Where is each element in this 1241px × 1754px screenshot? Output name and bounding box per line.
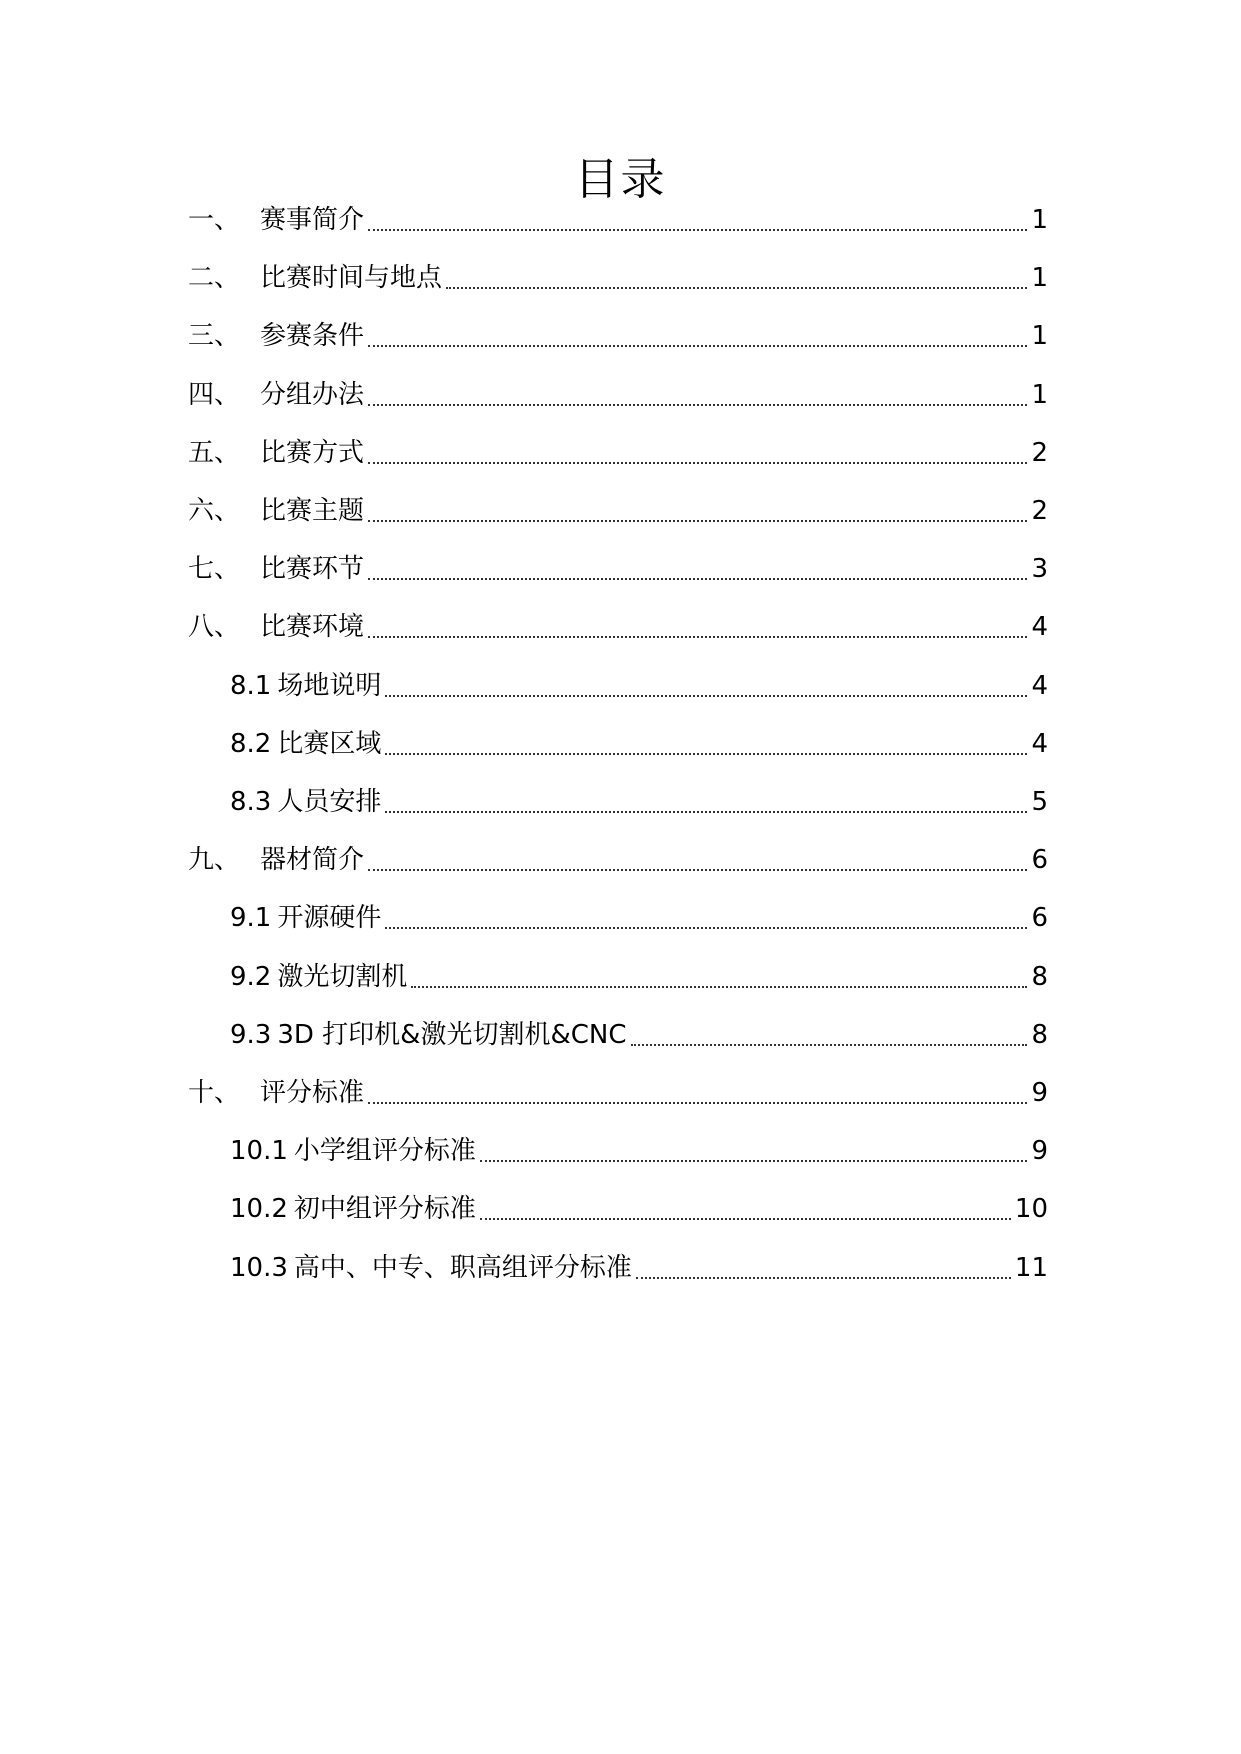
toc-entry-title: 赛事简介 <box>260 205 365 235</box>
toc-entry[interactable] <box>188 433 1048 473</box>
toc-entry-page-number: 4 <box>1031 670 1048 701</box>
toc-entry-title: 比赛区域 <box>277 728 382 759</box>
toc-entry-title: 分组办法 <box>260 379 365 410</box>
toc-entry-number: 十、 <box>188 1078 241 1108</box>
dot-leader <box>631 1044 1028 1046</box>
toc-entry-page-number: 6 <box>1031 903 1048 934</box>
toc-entry-title: 人员安排 <box>277 787 382 817</box>
toc-entry-number: 8.3 <box>230 787 272 817</box>
toc-entry[interactable] <box>230 957 1048 997</box>
dot-leader <box>368 345 1027 347</box>
dot-leader <box>446 287 1027 289</box>
toc-entry-number: 8.1 <box>230 670 272 701</box>
page-title: 目录 <box>574 154 667 205</box>
toc-entry[interactable] <box>230 1248 1048 1288</box>
toc-entry-number: 8.2 <box>230 728 272 759</box>
toc-entry-page-number: 1 <box>1031 205 1048 235</box>
toc-entry[interactable] <box>188 607 1048 647</box>
toc-entry-page-number: 8 <box>1031 1019 1048 1050</box>
toc-entry-page-number: 1 <box>1031 379 1048 410</box>
toc-entry-number: 10.3 <box>230 1252 288 1283</box>
dot-leader <box>636 1277 1011 1279</box>
dot-leader <box>385 811 1027 813</box>
toc-entry-number: 10.1 <box>230 1136 288 1167</box>
toc-entry-number: 一、 <box>188 205 241 235</box>
toc-entry-page-number: 9 <box>1031 1078 1048 1108</box>
toc-entry-title: 3D 打印机&激光切割机&CNC <box>277 1019 627 1050</box>
toc-entry[interactable] <box>188 375 1048 415</box>
toc-entry-number: 二、 <box>188 263 241 294</box>
toc-entry-number: 三、 <box>188 321 241 352</box>
toc-entry-page-number: 5 <box>1031 787 1048 817</box>
dot-leader <box>411 986 1027 988</box>
toc-entry-page-number: 1 <box>1031 321 1048 352</box>
toc-entry[interactable] <box>188 491 1048 531</box>
toc-entry-title: 器材简介 <box>260 845 365 876</box>
dot-leader <box>368 404 1027 406</box>
toc-entry-page-number: 3 <box>1031 554 1048 585</box>
toc-entry-page-number: 11 <box>1014 1252 1048 1283</box>
toc-entry-number: 六、 <box>188 496 241 526</box>
toc-entry-title: 初中组评分标准 <box>293 1194 476 1225</box>
toc-entry[interactable] <box>188 316 1048 356</box>
toc-entry[interactable] <box>188 840 1048 880</box>
toc-entry-number: 八、 <box>188 612 241 643</box>
toc-entry-number: 五、 <box>188 437 241 468</box>
toc-entry-number: 四、 <box>188 379 241 410</box>
toc-entry[interactable] <box>188 1073 1048 1113</box>
toc-entry-title: 比赛环境 <box>260 612 365 643</box>
dot-leader <box>368 636 1027 638</box>
toc-entry-number: 10.2 <box>230 1194 288 1225</box>
dot-leader <box>368 1102 1027 1104</box>
toc-entry-title: 激光切割机 <box>277 961 408 992</box>
toc-entry[interactable] <box>230 782 1048 822</box>
dot-leader <box>385 695 1027 697</box>
dot-leader <box>368 229 1027 231</box>
toc-entry-title: 比赛主题 <box>260 496 365 526</box>
toc-entry[interactable] <box>230 1131 1048 1171</box>
dot-leader <box>368 578 1027 580</box>
toc-entry-page-number: 4 <box>1031 728 1048 759</box>
toc-entry[interactable] <box>230 1189 1048 1229</box>
toc-entry[interactable] <box>230 666 1048 706</box>
toc-entry-number: 七、 <box>188 554 241 585</box>
dot-leader <box>480 1160 1028 1162</box>
toc-entry-number: 9.3 <box>230 1019 272 1050</box>
dot-leader <box>385 927 1027 929</box>
toc-entry-title: 开源硬件 <box>277 903 382 934</box>
toc-entry[interactable] <box>230 898 1048 938</box>
toc-entry[interactable] <box>188 200 1048 240</box>
toc-entry-number: 9.1 <box>230 903 272 934</box>
toc-entry-page-number: 8 <box>1031 961 1048 992</box>
toc-entry[interactable] <box>230 724 1048 764</box>
toc-entry-title: 小学组评分标准 <box>293 1136 476 1167</box>
toc-entry-title: 比赛时间与地点 <box>260 263 443 294</box>
toc-entry-page-number: 6 <box>1031 845 1048 876</box>
dot-leader <box>368 520 1027 522</box>
toc-entry-title: 高中、中专、职高组评分标准 <box>293 1252 632 1283</box>
dot-leader <box>480 1218 1011 1220</box>
toc-entry-page-number: 10 <box>1014 1194 1048 1225</box>
toc-entry-number: 九、 <box>188 845 241 876</box>
toc-entry[interactable] <box>188 258 1048 298</box>
toc-entry-page-number: 4 <box>1031 612 1048 643</box>
toc-entry-title: 比赛环节 <box>260 554 365 585</box>
toc-entry-page-number: 2 <box>1031 437 1048 468</box>
toc-entry-number: 9.2 <box>230 961 272 992</box>
toc-entry-page-number: 2 <box>1031 496 1048 526</box>
dot-leader <box>385 753 1027 755</box>
toc-entry[interactable] <box>188 549 1048 589</box>
dot-leader <box>368 462 1027 464</box>
toc-entry-page-number: 9 <box>1031 1136 1048 1167</box>
dot-leader <box>368 869 1027 871</box>
toc-entry-title: 评分标准 <box>260 1078 365 1108</box>
toc-entry-title: 场地说明 <box>277 670 382 701</box>
toc-entry-title: 参赛条件 <box>260 321 365 352</box>
toc-entry-title: 比赛方式 <box>260 437 365 468</box>
toc-entry-page-number: 1 <box>1031 263 1048 294</box>
toc-entry[interactable] <box>230 1015 1048 1055</box>
